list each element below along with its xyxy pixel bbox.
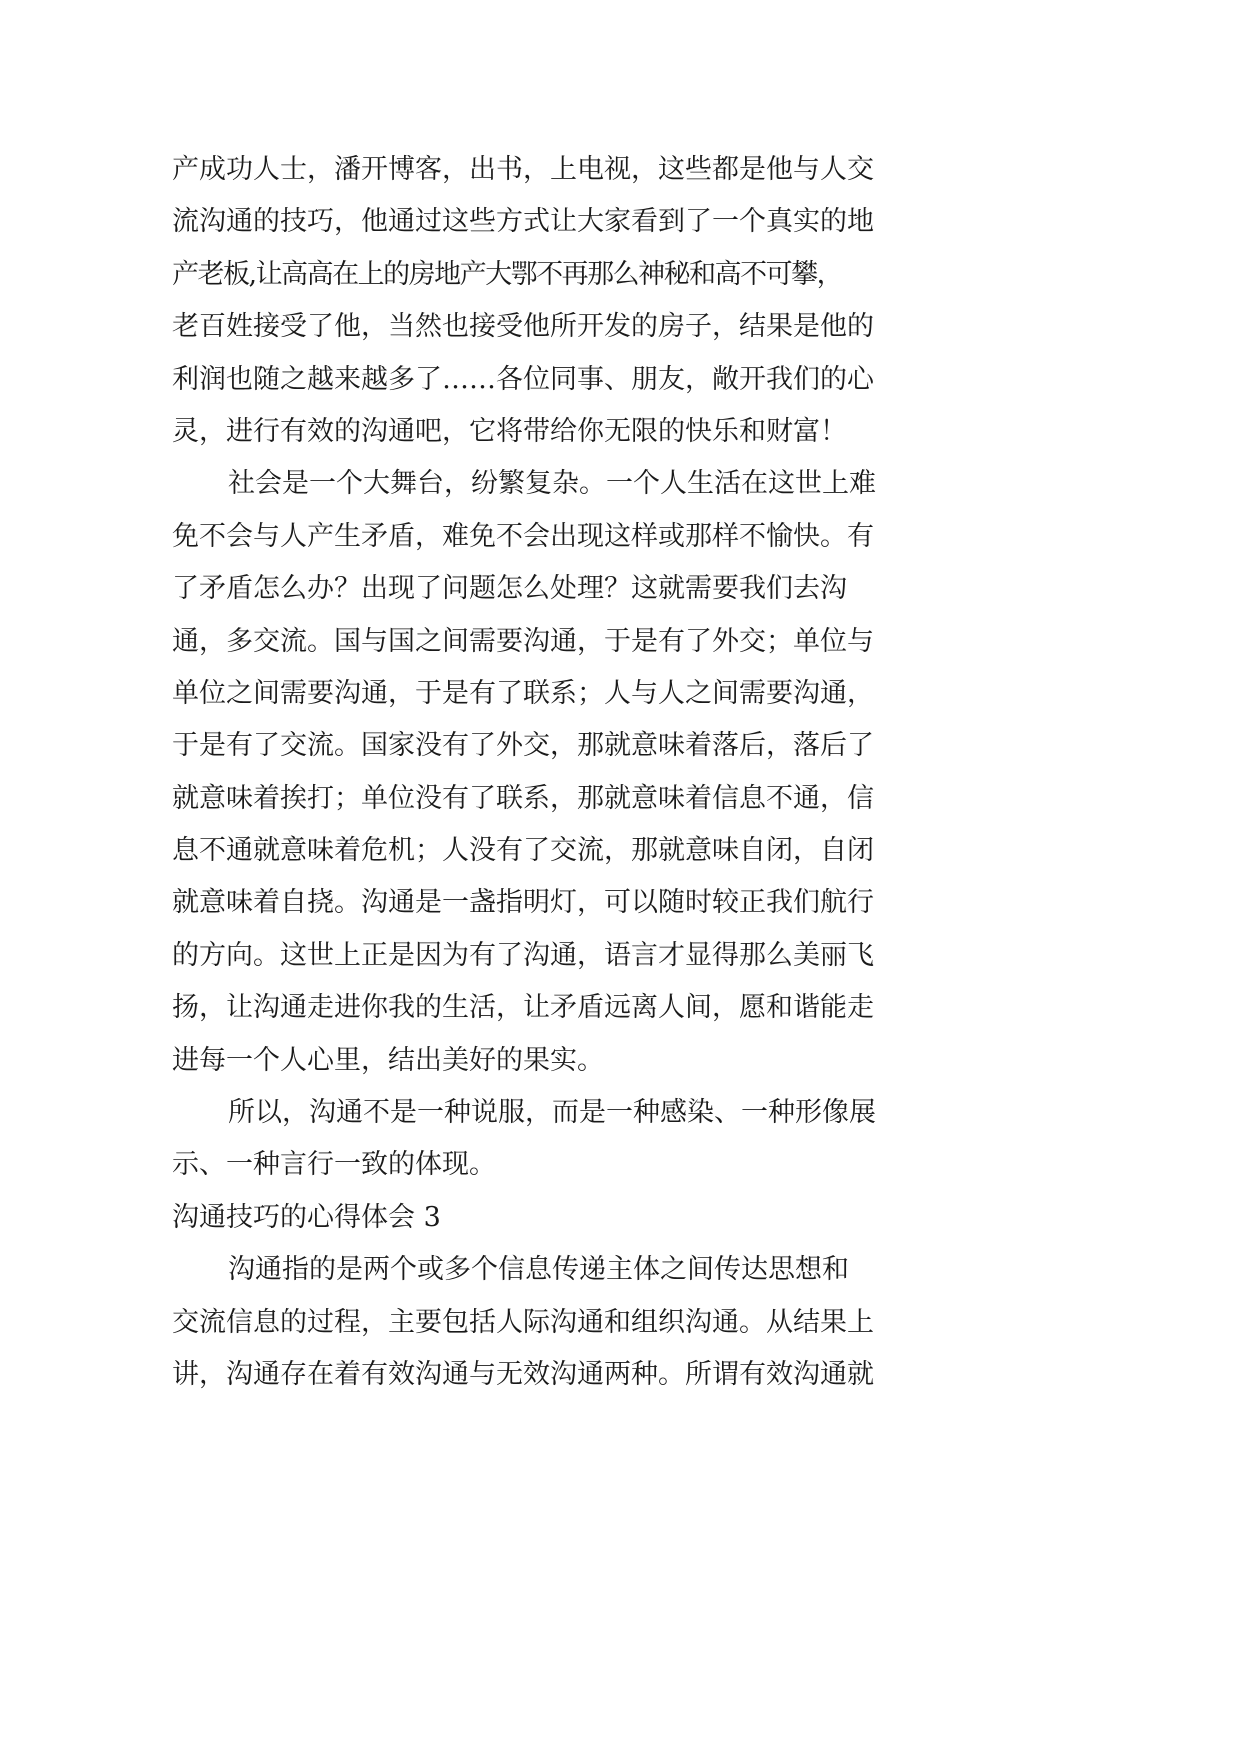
- text-line: 交流信息的过程，主要包括人际沟通和组织沟通。从结果上: [172, 1306, 874, 1338]
- text-line: 进每一个人心里，结出美好的果实。: [172, 1044, 604, 1076]
- text-line: 息不通就意味着危机；人没有了交流，那就意味自闭，自闭: [172, 835, 874, 867]
- text-line: 于是有了交流。国家没有了外交，那就意味着落后，落后了: [172, 730, 874, 762]
- text-line: 扬，让沟通走进你我的生活，让矛盾远离人间，愿和谐能走: [172, 992, 874, 1024]
- paragraph-first-line: 沟通指的是两个或多个信息传递主体之间传达思想和: [228, 1254, 849, 1286]
- section-heading: 沟通技巧的心得体会 3: [172, 1201, 441, 1233]
- text-line: 利润也随之越来越多了……各位同事、朋友，敞开我们的心: [172, 363, 874, 395]
- text-line: 流沟通的技巧，他通过这些方式让大家看到了一个真实的地: [172, 206, 874, 238]
- text-line: 老百姓接受了他，当然也接受他所开发的房子，结果是他的: [172, 311, 874, 343]
- text-line: 就意味着自挠。沟通是一盏指明灯，可以随时较正我们航行: [172, 887, 874, 919]
- document-body: [172, 144, 972, 1401]
- paragraph-first-line: 社会是一个大舞台，纷繁复杂。一个人生活在这世上难: [228, 468, 876, 500]
- text-line: 了矛盾怎么办？出现了问题怎么处理？这就需要我们去沟: [172, 573, 847, 605]
- text-line: 免不会与人产生矛盾，难免不会出现这样或那样不愉快。有: [172, 520, 874, 552]
- text-line: 产老板,让高高在上的房地产大鄂不再那么神秘和高不可攀，: [172, 258, 843, 290]
- paragraph-first-line: 所以，沟通不是一种说服，而是一种感染、一种形像展: [228, 1097, 876, 1129]
- text-line: 就意味着挨打；单位没有了联系，那就意味着信息不通，信: [172, 782, 874, 814]
- text-line: 单位之间需要沟通，于是有了联系；人与人之间需要沟通，: [172, 677, 874, 709]
- text-line: 通，多交流。国与国之间需要沟通，于是有了外交；单位与: [172, 625, 874, 657]
- text-line: 示、一种言行一致的体现。: [172, 1149, 496, 1181]
- text-line: 讲，沟通存在着有效沟通与无效沟通两种。所谓有效沟通就: [172, 1358, 874, 1390]
- text-line: 灵，进行有效的沟通吧，它将带给你无限的快乐和财富！: [172, 415, 847, 447]
- text-line: 产成功人士，潘开博客，出书，上电视，这些都是他与人交: [172, 154, 874, 185]
- text-line: 的方向。这世上正是因为有了沟通，语言才显得那么美丽飞: [172, 939, 874, 971]
